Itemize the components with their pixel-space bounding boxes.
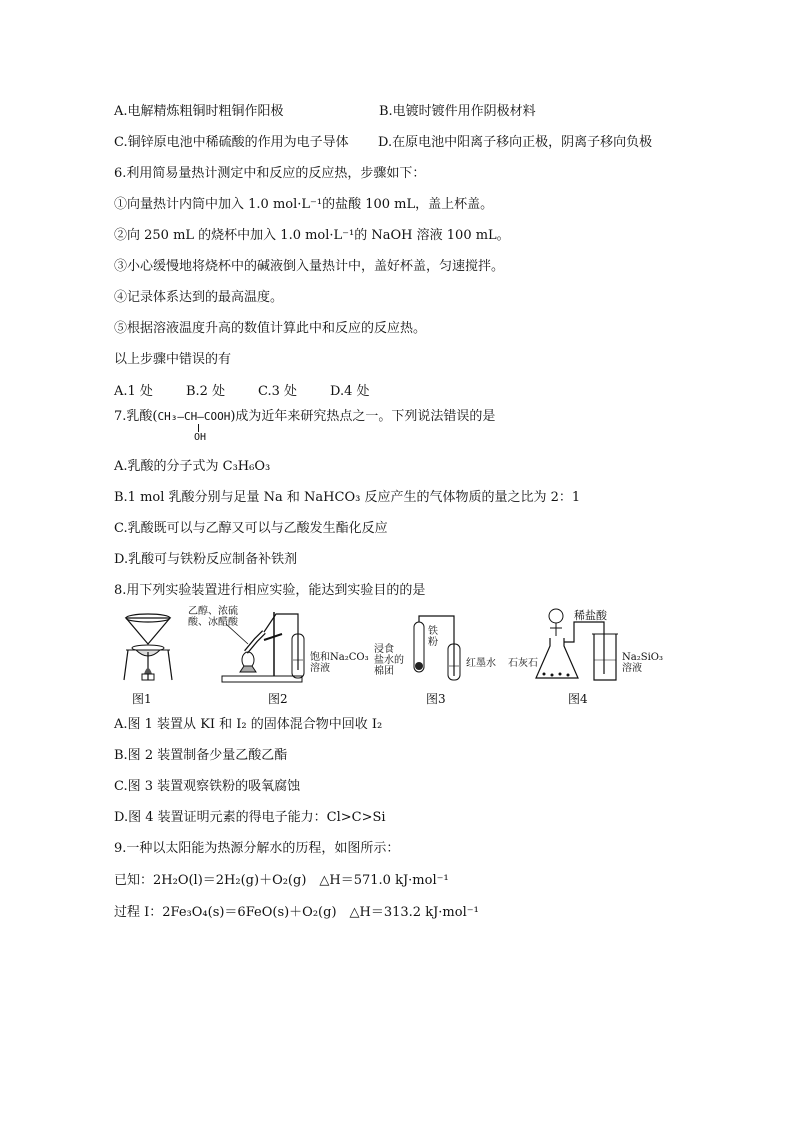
q8-option-b: B.图 2 装置制备少量乙酸乙酯 — [114, 748, 288, 763]
q7-option-b: B.1 mol 乳酸分别与足量 Na 和 NaHCO₃ 反应产生的气体物质的量之比为 2：1 — [114, 490, 581, 505]
fig2-solution-label: 饱和Na₂CO₃ 溶液 — [310, 652, 369, 674]
q8-option-a: A.图 1 装置从 KI 和 I₂ 的固体混合物中回收 I₂ — [114, 717, 383, 732]
figure-4-acid-strength — [508, 604, 678, 706]
fig4-limestone-label: 石灰石 — [508, 658, 538, 669]
q8-option-d: D.图 4 装置证明元素的得电子能力：Cl>C>Si — [114, 810, 386, 825]
q5-option-d: D.在原电池中阳离子移向正极，阴离子移向负极 — [378, 135, 653, 150]
q5-option-c: C.铜锌原电池中稀硫酸的作用为电子导体 — [114, 135, 349, 150]
q6-option-row — [114, 383, 370, 401]
figure-2-label: 图2 — [268, 692, 288, 706]
q6-stem: 6.利用简易量热计测定中和反应的反应热，步骤如下： — [114, 166, 426, 181]
figure-3-drawing — [374, 604, 504, 684]
q7-stem — [114, 408, 495, 426]
q5-option-row-cd — [114, 134, 652, 152]
q6-step-2: ②向 250 mL 的烧杯中加入 1.0 mol·L⁻¹的 NaOH 溶液 100 mL。 — [114, 228, 510, 243]
q5-option-row-ab — [114, 103, 536, 121]
lactic-acid-branch — [194, 424, 206, 444]
q9-known-equation: 已知：2H₂O(l)＝2H₂(g)＋O₂(g) △H＝571.0 kJ·mol⁻¹ — [114, 873, 449, 888]
q6-option-d: D.4 处 — [330, 384, 370, 399]
q9-stem: 9.一种以太阳能为热源分解水的历程，如图所示： — [114, 841, 400, 856]
q7-stem-suffix: )成为近年来研究热点之一。下列说法错误的是 — [230, 409, 496, 424]
q7-option-a: A.乳酸的分子式为 C₃H₆O₃ — [114, 459, 271, 474]
q8-option-c: C.图 3 装置观察铁粉的吸氧腐蚀 — [114, 779, 301, 794]
figure-3-corrosion — [374, 604, 504, 706]
figure-3-label: 图3 — [426, 692, 446, 706]
fig3-iron-label: 铁 粉 — [428, 626, 438, 648]
fig2-reagent-label: 乙醇、浓硫 酸、冰醋酸 — [188, 606, 238, 628]
q5-option-a: A.电解精炼粗铜时粗铜作阳极 — [114, 104, 284, 119]
figure-1-sublimation — [118, 604, 178, 706]
q7-option-c: C.乳酸既可以与乙醇又可以与乙酸发生酯化反应 — [114, 521, 388, 536]
lactic-acid-formula: CH₃—CH—COOH — [157, 410, 231, 423]
fig3-cotton-label: 浸食 盐水的 棉团 — [374, 644, 404, 677]
q6-step-4: ④记录体系达到的最高温度。 — [114, 290, 284, 305]
fig4-acid-label: 稀盐酸 — [574, 609, 607, 622]
q7-option-d: D.乳酸可与铁粉反应制备补铁剂 — [114, 552, 298, 567]
q5-option-b: B.电镀时镀件用作阴极材料 — [379, 104, 536, 119]
branch-oh: OH — [194, 432, 207, 443]
q6-step-3: ③小心缓慢地将烧杯中的碱液倒入量热计中，盖好杯盖，匀速搅拌。 — [114, 259, 505, 274]
q6-step-5: ⑤根据溶液温度升高的数值计算此中和反应的反应热。 — [114, 321, 427, 336]
q6-question: 以上步骤中错误的有 — [114, 352, 232, 367]
q6-option-c: C.3 处 — [258, 384, 298, 399]
fig4-solution-label: Na₂SiO₃ 溶液 — [622, 652, 663, 674]
figure-4-label: 图4 — [568, 692, 588, 706]
figure-1-label: 图1 — [132, 692, 152, 706]
q6-option-a: A.1 处 — [114, 384, 153, 399]
figure-1-drawing — [118, 604, 178, 682]
q8-stem: 8.用下列实验装置进行相应实验，能达到实验目的的是 — [114, 583, 426, 598]
branch-bond — [198, 424, 199, 432]
fig3-ink-label: 红墨水 — [466, 658, 496, 669]
q6-option-b: B.2 处 — [186, 384, 226, 399]
figure-2-esterification — [186, 604, 369, 706]
q9-process-1: 过程 I：2Fe₃O₄(s)＝6FeO(s)＋O₂(g) △H＝313.2 kJ·mol⁻¹ — [114, 905, 479, 920]
q6-step-1: ①向量热计内筒中加入 1.0 mol·L⁻¹的盐酸 100 mL，盖上杯盖。 — [114, 197, 494, 212]
q7-stem-prefix: 7.乳酸( — [114, 409, 158, 424]
